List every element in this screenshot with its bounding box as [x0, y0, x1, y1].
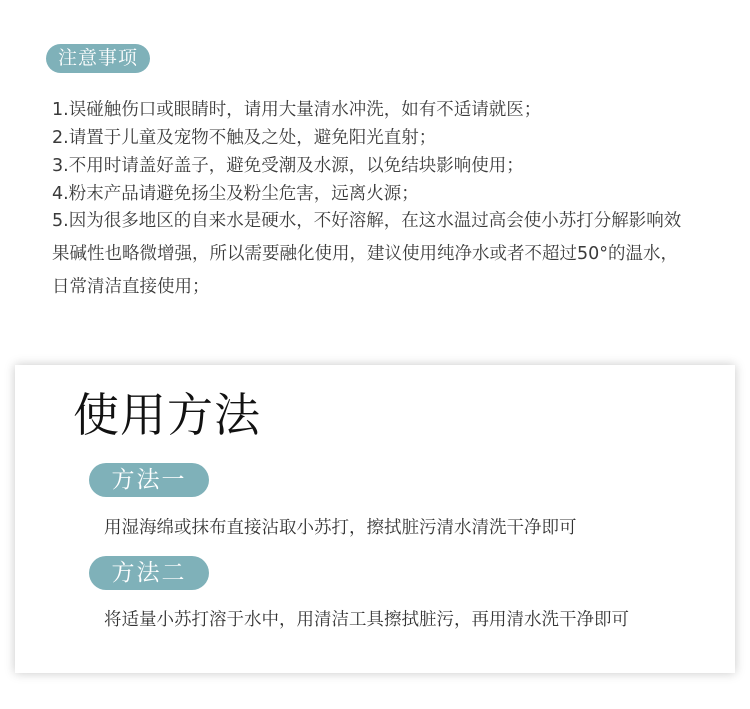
usage-card: [15, 365, 735, 673]
notice-item: 3.不用时请盖好盖子，避免受潮及水源，以免结块影响使用；: [52, 156, 524, 176]
method-one-badge: 方法一: [89, 463, 209, 497]
notice-badge: 注意事项: [46, 44, 150, 73]
notice-item: 1.误碰触伤口或眼睛时，请用大量清水冲洗，如有不适请就医；: [52, 100, 542, 120]
notice-list: [52, 96, 712, 304]
notice-item: 5.因为很多地区的自来水是硬水，不好溶解，在这水温过高会使小苏打分解影响效果碱性也略微增强，所以需要融化使用，建议使用纯净水或者不超过50°的温水，日常清洁直接使用；: [52, 211, 682, 297]
notice-item: 4.粉末产品请避免扬尘及粉尘危害，远离火源；: [52, 184, 419, 204]
method-two-badge: 方法二: [89, 556, 209, 590]
usage-title: 使用方法: [73, 388, 261, 442]
method-one-description: 用湿海绵或抹布直接沾取小苏打，擦拭脏污清水清洗干净即可: [104, 518, 577, 538]
method-two-description: 将适量小苏打溶于水中，用清洁工具擦拭脏污，再用清水洗干净即可: [104, 610, 629, 630]
notice-item: 2.请置于儿童及宠物不触及之处，避免阳光直射；: [52, 128, 437, 148]
